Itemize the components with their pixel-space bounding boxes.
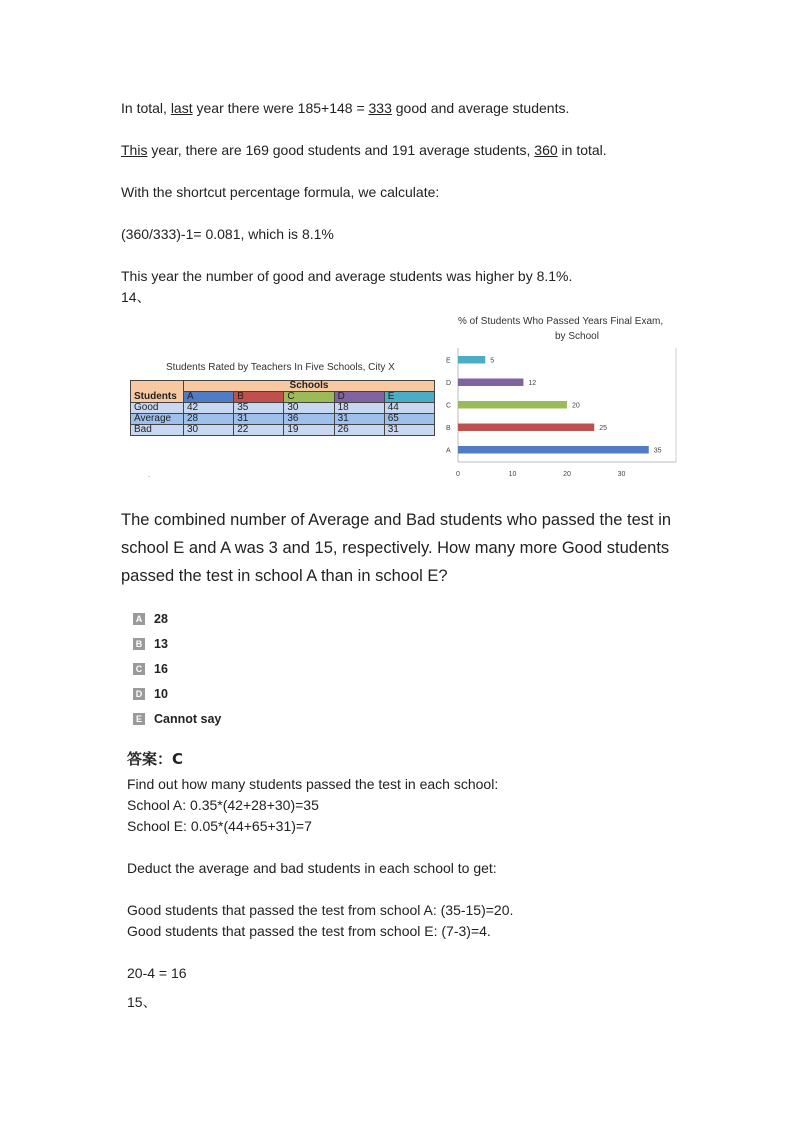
- table-row: [131, 414, 435, 425]
- column-header: C: [284, 392, 334, 403]
- next-question-number: 15、: [127, 994, 157, 1010]
- option-text: Cannot say: [154, 711, 222, 726]
- intro-line-5: This year the number of good and average students was higher by 8.1%.: [121, 268, 573, 284]
- table-cell: 18: [334, 403, 384, 414]
- table-cell: 31: [384, 425, 434, 436]
- option-d[interactable]: [133, 681, 221, 706]
- table-row: [131, 403, 435, 414]
- table-cell: 28: [184, 414, 234, 425]
- data-label: 25: [599, 424, 608, 432]
- y-tick-label: D: [446, 379, 452, 387]
- intro-line-1: In total, last year there were 185+148 = 333 good and average students.: [121, 100, 570, 116]
- option-letter-badge: A: [133, 613, 145, 625]
- data-label: 35: [653, 447, 662, 455]
- row-label: Bad: [131, 425, 184, 436]
- solution-line: School E: 0.05*(44+65+31)=7: [127, 818, 312, 834]
- data-label: 20: [572, 402, 580, 410]
- table-cell: 26: [334, 425, 384, 436]
- option-text: 13: [154, 636, 168, 651]
- table-cell: 42: [184, 403, 234, 414]
- chart-title-line-1: % of Students Who Passed Years Final Exam,: [458, 316, 664, 327]
- table-cell: 36: [284, 414, 334, 425]
- question-text: The combined number of Average and Bad students who passed the test in school E and A was 3 and 15, respectively. How many more Good students passed the test in school A than in school E?: [121, 511, 672, 585]
- column-header: E: [384, 392, 434, 403]
- solution-line: Good students that passed the test from school A: (35-15)=20.: [127, 902, 514, 918]
- option-letter-badge: D: [133, 688, 145, 700]
- table-cell: 65: [384, 414, 434, 425]
- y-tick-label: C: [446, 402, 452, 410]
- x-tick-label: 30: [617, 471, 626, 478]
- data-label: 12: [528, 379, 537, 387]
- option-letter-badge: E: [133, 713, 145, 725]
- row-label: Good: [131, 403, 184, 414]
- intro-line-4: (360/333)-1= 0.081, which is 8.1%: [121, 226, 334, 242]
- column-header: A: [184, 392, 234, 403]
- column-header: B: [234, 392, 284, 403]
- solution-line: Good students that passed the test from school E: (7-3)=4.: [127, 923, 491, 939]
- table-cell: 30: [284, 403, 334, 414]
- intro-line-3: With the shortcut percentage formula, we calculate:: [121, 184, 440, 200]
- header-students: Students: [131, 381, 184, 403]
- x-tick-label: 10: [508, 471, 517, 478]
- header-schools: Schools: [184, 381, 435, 392]
- option-b[interactable]: [133, 631, 221, 656]
- bar-B: [458, 424, 594, 432]
- y-tick-label: A: [446, 447, 451, 455]
- x-tick-label: 0: [456, 471, 460, 478]
- x-tick-label: 20: [563, 471, 571, 478]
- data-label: 5: [490, 357, 495, 365]
- bar-E: [458, 356, 485, 364]
- bar-C: [458, 401, 567, 409]
- table-cell: 31: [334, 414, 384, 425]
- solution-line: Find out how many students passed the test in each school:: [127, 776, 499, 792]
- intro-line-2: This year, there are 169 good students and 191 average students, 360 in total.: [121, 142, 607, 158]
- table-footnote: .: [148, 470, 151, 479]
- table-cell: 19: [284, 425, 334, 436]
- table-cell: 44: [384, 403, 434, 414]
- bar-D: [458, 379, 523, 387]
- question-number: 14、: [121, 289, 151, 305]
- solution-line: 20-4 = 16: [127, 965, 187, 981]
- solution-line: School A: 0.35*(42+28+30)=35: [127, 797, 319, 813]
- column-header: D: [334, 392, 384, 403]
- option-e[interactable]: [133, 706, 221, 731]
- pass-rate-bar-chart: [440, 312, 680, 482]
- option-text: 16: [154, 661, 168, 676]
- table-title: Students Rated by Teachers In Five Schools, City X: [166, 362, 395, 373]
- chart-title-line-2: by School: [555, 331, 599, 342]
- bar-A: [458, 446, 649, 454]
- row-label: Average: [131, 414, 184, 425]
- solution-line: Deduct the average and bad students in each school to get:: [127, 860, 497, 876]
- option-text: 10: [154, 686, 168, 701]
- option-c[interactable]: [133, 656, 221, 681]
- option-letter-badge: B: [133, 638, 145, 650]
- option-a[interactable]: [133, 606, 221, 631]
- y-tick-label: E: [446, 357, 451, 365]
- table-cell: 30: [184, 425, 234, 436]
- students-rating-table: [130, 380, 435, 436]
- table-cell: 31: [234, 414, 284, 425]
- option-letter-badge: C: [133, 663, 145, 675]
- option-text: 28: [154, 611, 168, 626]
- table-cell: 22: [234, 425, 284, 436]
- answer-options: [133, 606, 221, 731]
- table-row: [131, 425, 435, 436]
- table-cell: 35: [234, 403, 284, 414]
- y-tick-label: B: [446, 424, 451, 432]
- answer-label: 答案：C: [127, 750, 184, 768]
